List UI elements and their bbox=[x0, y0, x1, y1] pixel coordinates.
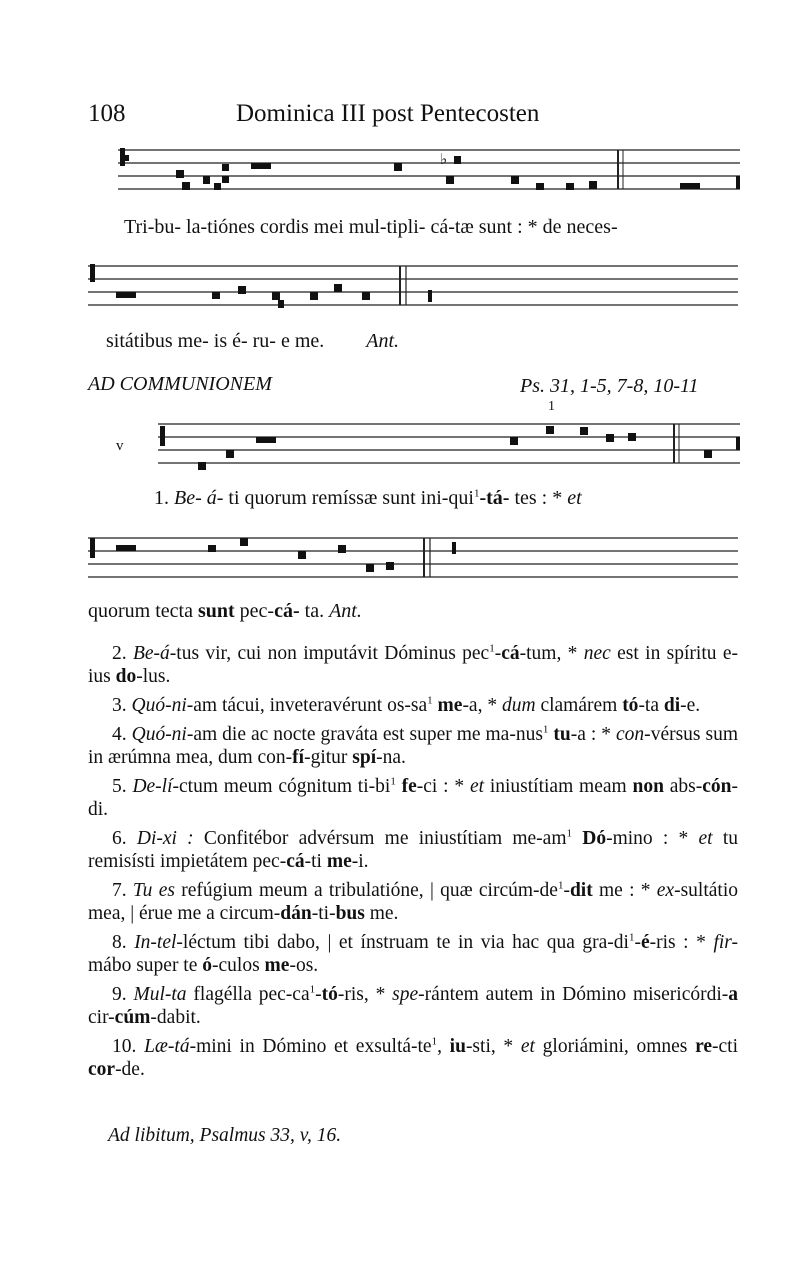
chant-staff-2 bbox=[88, 262, 738, 314]
footer-note: Ad libitum, Psalmus 33, v, 16. bbox=[108, 1125, 342, 1146]
page-title: Dominica III post Pentecosten bbox=[236, 100, 540, 127]
psalm-verses bbox=[88, 642, 738, 1081]
psalm-reference: Ps. 31, 1-5, 7-8, 10-11 bbox=[520, 375, 699, 397]
verse-10: 10. Læ-tá-mini in Dómino et exsultá-$te^1$, iu-sti, * et gloriámini, omnes re-cti cor-de. bbox=[88, 1035, 739, 1080]
flat-icon: ♭ bbox=[440, 150, 448, 168]
section-heading: AD COMMUNIONEM bbox=[88, 373, 272, 395]
lyric-line-1: Tri-bu- la-tiónes cordis mei mul-tipli- cá-tæ sunt : * de neces- bbox=[124, 216, 618, 238]
verse-8: 8. In-tel-léctum tibi dabo, | et ínstruam te in via hac qua gra-$di^1-é$-ris : * fir-mábo super te ó-culos me-os. bbox=[88, 931, 738, 976]
verse-2: 2. Be-á-tus vir, cui non imputávit Dóminus pec$^1$-cá-tum, * nec est in spíritu e-ius do-lus. bbox=[88, 642, 738, 687]
lyric-text-2: sitátibus me- is é- ru- e me. bbox=[106, 330, 325, 352]
chant-staff-1 bbox=[118, 146, 740, 196]
verse-4: 4. Quó-ni-am die ac nocte graváta est super me ma-nus$^1$ tu-a : * con-vérsus sum in ærúmna mea, dum con-fí-gitur spí-na. bbox=[88, 723, 739, 768]
mode-mark: v bbox=[116, 438, 124, 454]
antiphon-mark: Ant. bbox=[366, 330, 400, 352]
verse-6: 6. Di-xi : Confitébor advérsum me iniustítiam $me-am^1$ Dó-mino : * et tu remisísti impietátem pec-cá-ti me-i. bbox=[88, 827, 739, 872]
verse-7: 7. Tu es refúgium meum a tribulatióne, | quæ circúm-$de^1$-dit me : * ex-sultátio mea, | érue me a circum-dán-ti-bus me. bbox=[88, 879, 739, 924]
page-number: 108 bbox=[88, 100, 126, 127]
staff-lines-1 bbox=[118, 146, 740, 196]
chant-staff-3 bbox=[158, 420, 740, 472]
chant-staff-4 bbox=[88, 534, 738, 586]
staff-lines-3 bbox=[158, 420, 740, 472]
verse-3: 3. Quó-ni-am tácui, inveteravérunt $os-sa^1$ me-a, * dum clamárem tó-ta di-e. bbox=[112, 694, 701, 716]
staff-lines-2 bbox=[88, 262, 738, 314]
verse-9: 9. Mul-ta flagélla pec-$ca^1-tó$-ris, * spe-rántem autem in Dómino misericórdi-a cir-cúm-dabit. bbox=[88, 983, 739, 1028]
psalm-tone: 1 bbox=[548, 399, 555, 414]
verse-5: 5. De-lí-ctum meum cógnitum $ti-bi^1$ fe-ci : * et iniustítiam meam non abs-cón-di. bbox=[88, 775, 738, 820]
staff-lines-4 bbox=[88, 534, 738, 586]
lyric-line-4: quorum tecta sunt pec-cá- ta. Ant. bbox=[88, 600, 362, 622]
lyric-line-3: 1. Be- á- ti quorum remíssæ sunt ini-qui$^1$-tá- tes : * et bbox=[154, 487, 582, 509]
lyric-line-2 bbox=[106, 330, 399, 353]
